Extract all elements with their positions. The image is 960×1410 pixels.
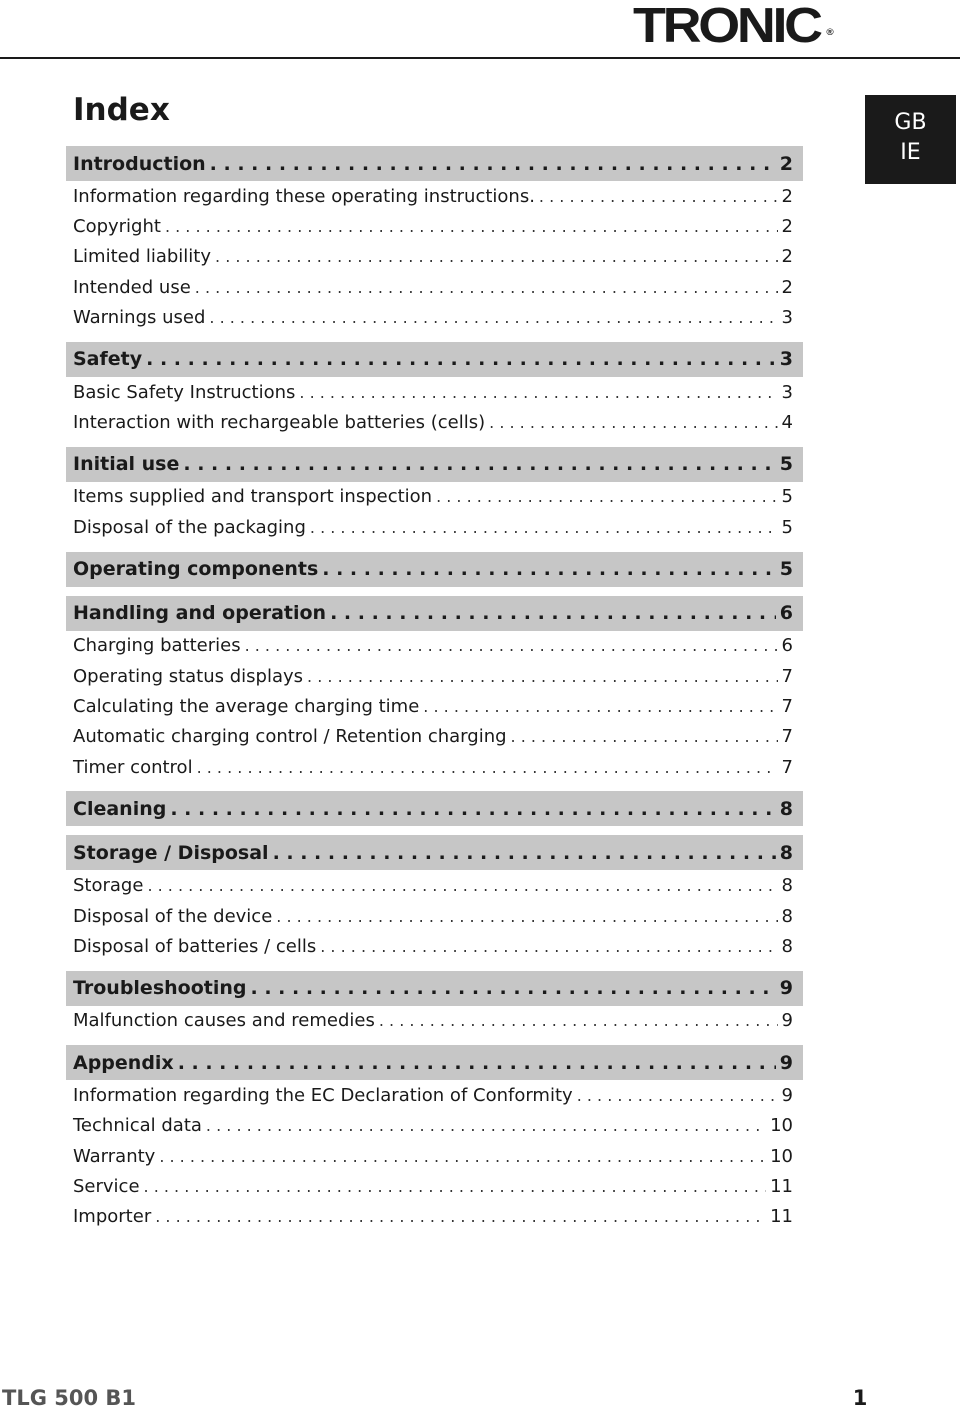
- entry-label: Copyright: [73, 216, 161, 238]
- toc-section-safety[interactable]: [66, 342, 803, 377]
- section-page-number: 6: [779, 602, 793, 625]
- toc-entry[interactable]: [66, 211, 803, 241]
- toc-entry[interactable]: [66, 1110, 803, 1140]
- entry-label: Disposal of the device: [73, 905, 273, 927]
- toc-entry[interactable]: [66, 661, 803, 691]
- registered-mark: ®: [826, 27, 834, 37]
- entry-page-number: 9: [781, 1010, 793, 1032]
- entry-label: Service: [73, 1175, 140, 1197]
- dot-leader: [511, 727, 778, 746]
- entry-page-number: 2: [781, 276, 793, 298]
- entry-label: Malfunction causes and remedies: [73, 1010, 375, 1032]
- dot-leader: [197, 758, 778, 777]
- dot-leader: [330, 602, 776, 624]
- entry-label: Limited liability: [73, 246, 212, 268]
- entry-page-number: 5: [781, 486, 793, 508]
- toc-entry[interactable]: [66, 1006, 803, 1036]
- language-code-ie: IE: [900, 140, 921, 165]
- dot-leader: [165, 217, 778, 236]
- entry-label: Intended use: [73, 276, 191, 298]
- entry-page-number: 3: [781, 307, 793, 329]
- toc-entry[interactable]: [66, 377, 803, 407]
- entry-page-number: 5: [781, 516, 793, 538]
- section-title: Storage / Disposal: [73, 841, 269, 864]
- dot-leader: [539, 187, 778, 206]
- entry-label: Warnings used: [73, 307, 206, 329]
- dot-leader: [320, 937, 777, 956]
- section-page-number: 9: [779, 1051, 793, 1074]
- entry-label: Disposal of the packaging: [73, 516, 306, 538]
- toc-entry[interactable]: [66, 1202, 803, 1232]
- section-page-number: 5: [779, 558, 793, 581]
- entry-page-number: 8: [781, 905, 793, 927]
- section-page-number: 8: [779, 797, 793, 820]
- toc-entry[interactable]: [66, 752, 803, 782]
- header-divider: [0, 57, 960, 59]
- table-of-contents: [66, 146, 803, 1232]
- toc-entry[interactable]: [66, 181, 803, 211]
- dot-leader: [379, 1011, 778, 1030]
- dot-leader: [307, 667, 778, 686]
- toc-entry[interactable]: [66, 482, 803, 512]
- entry-label: Items supplied and transport inspection: [73, 486, 433, 508]
- entry-page-number: 11: [770, 1206, 793, 1228]
- entry-label: Information regarding the EC Declaration of Conformity: [73, 1084, 573, 1106]
- toc-entry[interactable]: [66, 901, 803, 931]
- toc-section-operating-components[interactable]: [66, 552, 803, 587]
- dot-leader: [170, 798, 775, 820]
- entry-label: Technical data: [73, 1115, 202, 1137]
- section-title: Safety: [73, 348, 143, 371]
- section-title: Operating components: [73, 558, 319, 581]
- entry-page-number: 7: [781, 756, 793, 778]
- dot-leader: [146, 348, 776, 370]
- entry-page-number: 2: [781, 246, 793, 268]
- dot-leader: [423, 697, 777, 716]
- section-title: Initial use: [73, 453, 180, 476]
- entry-label: Warranty: [73, 1145, 156, 1167]
- toc-section-cleaning[interactable]: [66, 791, 803, 826]
- entry-label: Information regarding these operating instructions.: [73, 185, 535, 207]
- toc-entry[interactable]: [66, 722, 803, 752]
- toc-entry[interactable]: [66, 272, 803, 302]
- toc-section-handling-and-operation[interactable]: [66, 596, 803, 631]
- entry-label: Interaction with rechargeable batteries (cells): [73, 412, 486, 434]
- entry-page-number: 8: [781, 875, 793, 897]
- language-code-gb: GB: [894, 110, 927, 135]
- section-title: Introduction: [73, 152, 206, 175]
- entry-label: Automatic charging control / Retention charging: [73, 726, 507, 748]
- dot-leader: [155, 1207, 766, 1226]
- dot-leader: [159, 1147, 766, 1166]
- dot-leader: [299, 383, 777, 402]
- dot-leader: [273, 842, 776, 864]
- toc-entry[interactable]: [66, 242, 803, 272]
- entry-page-number: 4: [781, 412, 793, 434]
- entry-label: Storage: [73, 875, 144, 897]
- toc-section-appendix[interactable]: [66, 1045, 803, 1080]
- entry-page-number: 2: [781, 216, 793, 238]
- toc-entry[interactable]: [66, 931, 803, 961]
- entry-page-number: 10: [770, 1115, 793, 1137]
- toc-entry[interactable]: [66, 691, 803, 721]
- entry-label: Basic Safety Instructions: [73, 381, 296, 403]
- toc-section-storage-disposal[interactable]: [66, 835, 803, 870]
- section-title: Appendix: [73, 1051, 174, 1074]
- dot-leader: [147, 876, 777, 895]
- entry-page-number: 11: [770, 1175, 793, 1197]
- toc-entry[interactable]: [66, 512, 803, 542]
- language-tab: [865, 95, 956, 184]
- footer-model: TLG 500 B1: [2, 1386, 137, 1410]
- page-title: Index: [73, 92, 170, 128]
- dot-leader: [276, 907, 777, 926]
- dot-leader: [183, 453, 775, 475]
- toc-entry[interactable]: [66, 1141, 803, 1171]
- brand-name: TRONIC: [633, 0, 820, 53]
- entry-label: Charging batteries: [73, 635, 241, 657]
- entry-label: Operating status displays: [73, 665, 304, 687]
- section-page-number: 3: [779, 348, 793, 371]
- brand-logo: [633, 0, 834, 53]
- dot-leader: [245, 636, 778, 655]
- dot-leader: [310, 518, 778, 537]
- footer-page-number: 1: [852, 1386, 868, 1410]
- entry-page-number: 2: [781, 185, 793, 207]
- toc-entry[interactable]: [66, 631, 803, 661]
- section-page-number: 2: [779, 152, 793, 175]
- entry-label: Importer: [73, 1206, 152, 1228]
- dot-leader: [436, 487, 777, 506]
- dot-leader: [489, 413, 777, 432]
- toc-entry[interactable]: [66, 1171, 803, 1201]
- dot-leader: [206, 1116, 766, 1135]
- section-page-number: 9: [779, 977, 793, 1000]
- dot-leader: [251, 977, 776, 999]
- toc-section-troubleshooting[interactable]: [66, 971, 803, 1006]
- entry-page-number: 10: [770, 1145, 793, 1167]
- dot-leader: [178, 1052, 776, 1074]
- section-title: Handling and operation: [73, 602, 327, 625]
- toc-entry[interactable]: [66, 303, 803, 333]
- entry-page-number: 7: [781, 665, 793, 687]
- toc-entry[interactable]: [66, 870, 803, 900]
- dot-leader: [210, 153, 776, 175]
- entry-page-number: 3: [781, 381, 793, 403]
- entry-label: Disposal of batteries / cells: [73, 935, 317, 957]
- section-page-number: 8: [779, 841, 793, 864]
- dot-leader: [322, 558, 776, 580]
- toc-section-initial-use[interactable]: [66, 447, 803, 482]
- entry-page-number: 9: [781, 1084, 793, 1106]
- dot-leader: [577, 1086, 778, 1105]
- dot-leader: [195, 278, 778, 297]
- toc-entry[interactable]: [66, 407, 803, 437]
- entry-page-number: 7: [781, 726, 793, 748]
- entry-page-number: 7: [781, 695, 793, 717]
- section-page-number: 5: [779, 453, 793, 476]
- entry-page-number: 6: [781, 635, 793, 657]
- entry-page-number: 8: [781, 935, 793, 957]
- toc-section-introduction[interactable]: [66, 146, 803, 181]
- dot-leader: [144, 1177, 767, 1196]
- section-title: Cleaning: [73, 797, 167, 820]
- dot-leader: [209, 308, 777, 327]
- dot-leader: [215, 247, 778, 266]
- section-title: Troubleshooting: [73, 977, 247, 1000]
- entry-label: Calculating the average charging time: [73, 695, 420, 717]
- toc-entry[interactable]: [66, 1080, 803, 1110]
- entry-label: Timer control: [73, 756, 193, 778]
